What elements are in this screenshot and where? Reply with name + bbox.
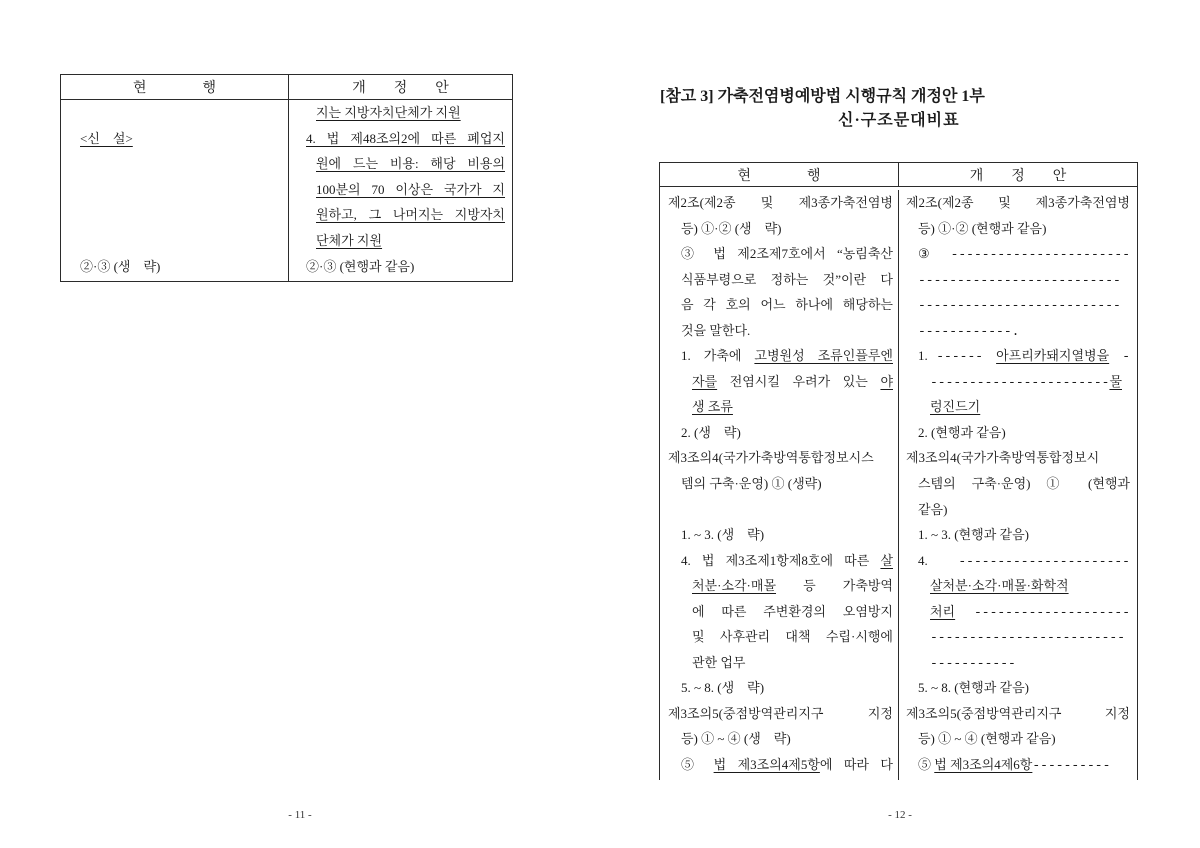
revised-line xyxy=(899,267,1137,293)
current-line xyxy=(660,573,898,599)
amended-text: 살 xyxy=(880,552,893,568)
current-line xyxy=(61,151,288,177)
current-line xyxy=(660,471,898,497)
provision-text: 것을 말한다. xyxy=(681,322,751,338)
amended-text: 4. 법 제48조의2에 따른 폐업지 xyxy=(306,130,505,146)
provision-text: ②·③ (현행과 같음) xyxy=(306,258,415,274)
table-body xyxy=(660,187,1137,780)
provision-text: ⑤ xyxy=(681,757,714,773)
revised-line xyxy=(899,471,1137,497)
current-line xyxy=(660,548,898,574)
current-line xyxy=(61,254,288,280)
amended-text: 원에 드는 비용: 해당 비용의 xyxy=(316,156,505,172)
document-title: [참고 3] 가축전염병예방법 시행규칙 개정안 1부 xyxy=(660,88,985,105)
current-line xyxy=(660,497,898,523)
unchanged-dashes: -------------------------- xyxy=(918,272,1121,288)
revised-line xyxy=(289,151,512,177)
page-number: - 11 - xyxy=(288,809,312,821)
article-heading: 제2조(제2종 및 제3종가축전염병 xyxy=(668,195,893,210)
table-header xyxy=(61,75,512,100)
provision-text: 템의 구축·운영) ① (생략) xyxy=(681,476,822,492)
header-current: 현 행 xyxy=(660,163,899,186)
amended-text: 법 제3조의4제6항 xyxy=(934,757,1033,773)
amended-text: 지는 지방자치단체가 지원 xyxy=(316,105,461,120)
provision-text: 1. xyxy=(918,348,937,364)
provision-text: 관한 업무 xyxy=(692,654,746,670)
provision-text: 1. ~ 3. (생 략) xyxy=(681,527,765,543)
amended-text: 고병원성 조류인플루엔 xyxy=(754,348,893,364)
revised-line xyxy=(899,420,1137,446)
provision-text: 2. (생 략) xyxy=(681,424,741,440)
provision-text: 에 따라 다 xyxy=(819,757,893,773)
unchanged-dashes: ------------. xyxy=(918,323,1020,339)
provision-text: 등) ①·② (현행과 같음) xyxy=(918,220,1047,236)
unchanged-dashes: - xyxy=(1109,349,1130,365)
revised-line xyxy=(899,190,1137,216)
provision-text: 5. ~ 8. (현행과 같음) xyxy=(918,680,1029,696)
provision-text: 같음) xyxy=(918,501,948,517)
unchanged-dashes: ------------------------- xyxy=(930,630,1126,646)
current-line xyxy=(61,126,288,152)
current-line xyxy=(61,177,288,203)
unchanged-dashes: ---------------------- xyxy=(958,553,1130,569)
revised-line xyxy=(899,216,1137,242)
provision-text: 음 각 호의 어느 하나에 해당하는 xyxy=(681,297,893,313)
revised-line xyxy=(899,548,1137,574)
revised-line xyxy=(899,701,1137,727)
page-number: - 12 - xyxy=(888,809,912,821)
current-line xyxy=(61,100,288,126)
revised-line xyxy=(899,318,1137,344)
revised-line xyxy=(899,522,1137,548)
revised-line xyxy=(289,228,512,254)
current-line xyxy=(61,228,288,254)
article-heading: 제3조의4(국가가축방역통합정보시 xyxy=(906,450,1100,466)
provision-text: 식품부령으로 정하는 것”이란 다 xyxy=(681,271,893,287)
provision-text: 에 따른 주변환경의 오염방지 xyxy=(692,603,893,619)
header-revised: 개 정 안 xyxy=(352,81,449,96)
current-column xyxy=(61,100,289,282)
table-body xyxy=(61,100,512,282)
revised-line xyxy=(289,254,512,280)
amended-text: 렁진드기 xyxy=(930,399,981,415)
article-heading: 제3조의5(중점방역관리지구 지정 xyxy=(906,705,1130,721)
revised-line xyxy=(899,343,1137,369)
revised-column xyxy=(289,100,512,282)
provision-text: 등) ①·② (생 략) xyxy=(681,220,782,236)
current-line xyxy=(660,522,898,548)
provision-text: 1. ~ 3. (현행과 같음) xyxy=(918,527,1029,543)
current-line xyxy=(660,675,898,701)
provision-text: 스템의 구축·운영) ① (현행과 xyxy=(918,476,1130,492)
provision-text: 4. xyxy=(918,552,959,568)
current-line xyxy=(660,369,898,395)
current-line xyxy=(660,752,898,778)
header-revised: 개 정 안 xyxy=(969,168,1067,184)
amended-text: 원하고, 그 나머지는 지방자치 xyxy=(316,207,505,223)
current-line xyxy=(61,202,288,228)
revised-line xyxy=(899,752,1137,778)
current-line xyxy=(660,318,898,344)
provision-text: 등) ① ~ ④ (생 략) xyxy=(681,731,791,747)
unchanged-dashes: ------ xyxy=(936,349,997,365)
article-heading: 제2조(제2종 및 제3종가축전염병 xyxy=(906,195,1130,210)
amended-text: 생 조류 xyxy=(692,399,733,415)
revised-line xyxy=(289,100,512,126)
article-heading: 제3조의4(국가가축방역통합정보시스 xyxy=(668,450,874,466)
unchanged-dashes: ----------- xyxy=(930,655,1016,671)
amended-text: 100분의 70 이상은 국가가 지 xyxy=(316,181,505,197)
revised-line xyxy=(899,726,1137,752)
unchanged-dashes: -------------------- xyxy=(955,604,1130,620)
revised-line xyxy=(289,202,512,228)
amended-text: 야 xyxy=(880,373,893,389)
revised-line xyxy=(289,126,512,152)
current-line xyxy=(660,445,898,471)
amended-text: 처리 xyxy=(930,603,956,619)
current-line xyxy=(660,394,898,420)
header-current: 현 행 xyxy=(61,75,289,99)
unchanged-dashes: ----------------------- xyxy=(950,247,1130,263)
provision-text: ③ xyxy=(918,246,951,262)
current-line xyxy=(660,726,898,752)
revised-line xyxy=(899,292,1137,318)
comparison-table-page-12 xyxy=(659,162,1138,780)
revised-line xyxy=(899,497,1137,523)
current-line xyxy=(660,190,898,216)
provision-text: 1. 가축에 xyxy=(681,348,755,364)
revised-line xyxy=(899,599,1137,625)
provision-text: ⑤ xyxy=(918,757,935,773)
current-column xyxy=(660,190,899,780)
revised-line xyxy=(899,369,1137,395)
current-line xyxy=(660,650,898,676)
provision-text: 5. ~ 8. (생 략) xyxy=(681,680,765,696)
current-line xyxy=(660,267,898,293)
table-header xyxy=(660,163,1137,187)
new-provision-marker: <신 설> xyxy=(80,130,133,146)
provision-text: 전염시킬 우려가 있는 xyxy=(717,373,881,389)
unchanged-dashes: ---------- xyxy=(1032,758,1111,774)
current-line xyxy=(660,216,898,242)
revised-line xyxy=(899,241,1137,267)
revised-line xyxy=(289,177,512,203)
amended-text: 법 제3조의4제5항 xyxy=(713,757,820,773)
revised-line xyxy=(899,573,1137,599)
current-line xyxy=(660,292,898,318)
current-line xyxy=(660,624,898,650)
current-line xyxy=(660,241,898,267)
amended-text: 단체가 지원 xyxy=(316,232,383,248)
provision-text: 2. (현행과 같음) xyxy=(918,424,1006,440)
current-line xyxy=(660,343,898,369)
revised-line xyxy=(899,445,1137,471)
provision-text: ②·③ (생 략) xyxy=(80,258,161,274)
document-subtitle: 신·구조문대비표 xyxy=(838,112,960,129)
unchanged-dashes: -------------------------- xyxy=(918,298,1121,314)
provision-text: 및 사후관리 대책 수립·시행에 xyxy=(692,629,893,645)
provision-text: 4. 법 제3조제1항제8호에 따른 xyxy=(681,552,881,568)
provision-text: ③ 법 제2조제7호에서 “농림축산 xyxy=(681,246,893,262)
unchanged-dashes: ----------------------- xyxy=(930,374,1110,390)
provision-text: 등) ① ~ ④ (현행과 같음) xyxy=(918,731,1056,747)
comparison-table-page-11 xyxy=(60,74,513,282)
revised-line xyxy=(899,650,1137,676)
current-line xyxy=(660,599,898,625)
amended-text: 처분·소각·매몰 xyxy=(692,578,777,594)
current-line xyxy=(660,420,898,446)
amended-text: 물 xyxy=(1109,373,1122,389)
amended-text: 살처분·소각·매몰·화학적 xyxy=(930,578,1069,594)
revised-line xyxy=(899,675,1137,701)
revised-line xyxy=(899,624,1137,650)
current-line xyxy=(660,701,898,727)
amended-text: 아프리카돼지열병을 xyxy=(996,348,1110,364)
revised-line xyxy=(899,394,1137,420)
amended-text: 자를 xyxy=(692,373,718,389)
provision-text: 등 가축방역 xyxy=(776,578,893,594)
revised-column xyxy=(899,190,1137,780)
article-heading: 제3조의5(중점방역관리지구 지정 xyxy=(668,705,893,721)
